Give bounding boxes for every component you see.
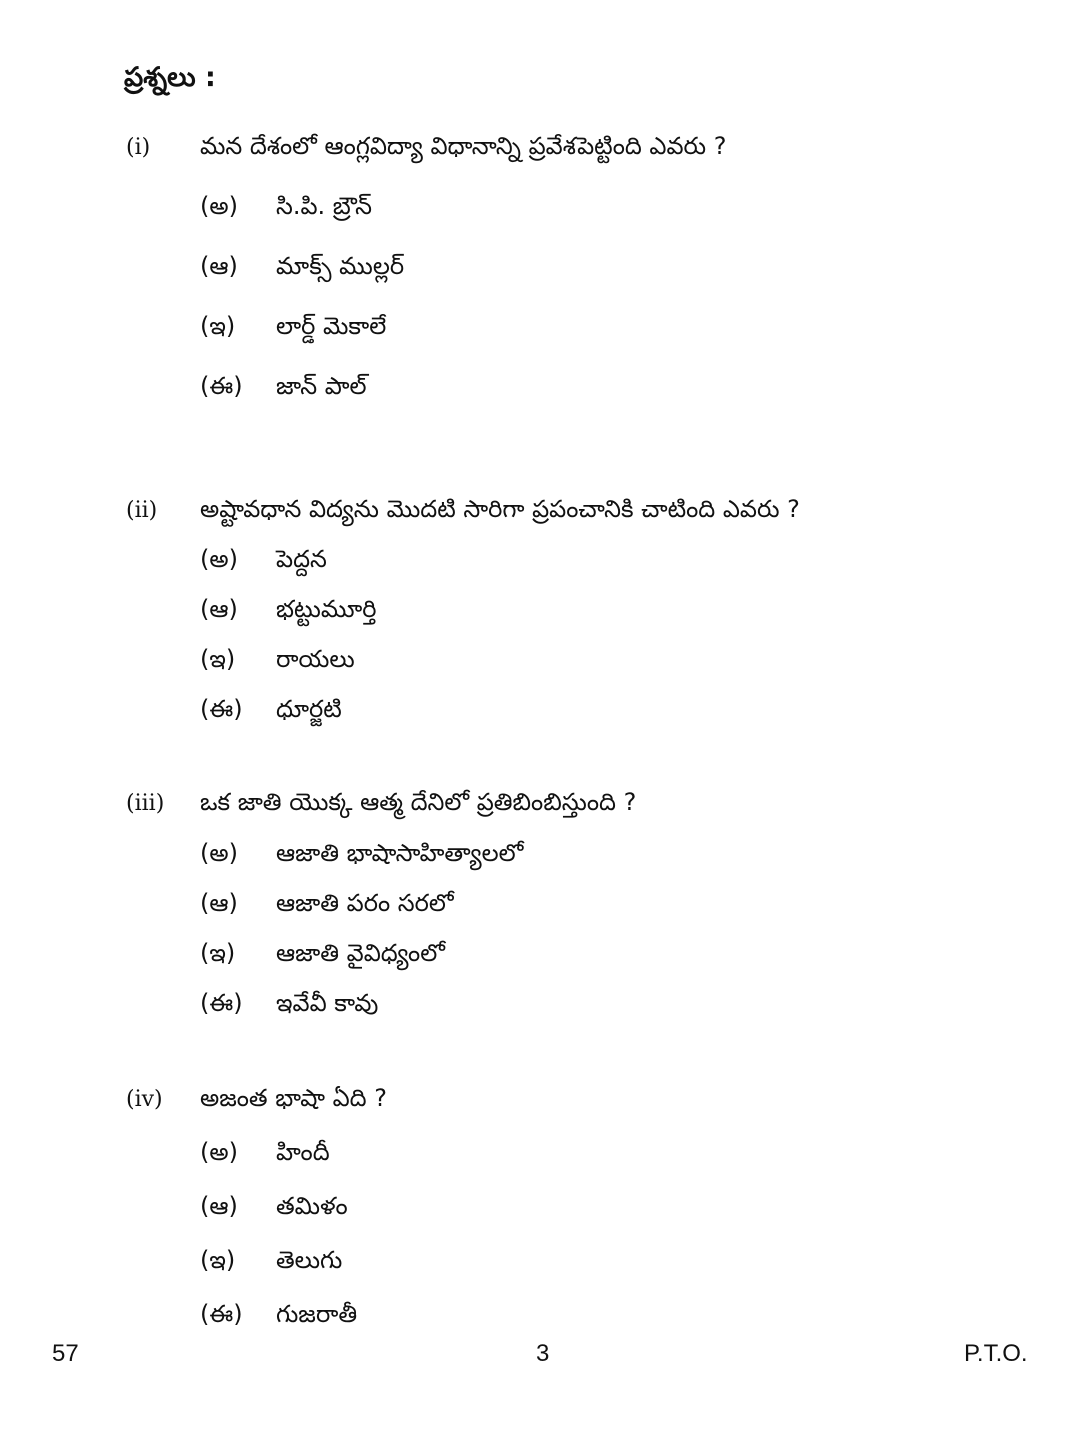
option-text: ఆజాతి వైవిధ్యంలో: [276, 939, 445, 967]
option-label: (ఈ): [200, 695, 243, 723]
question-number: (i): [126, 135, 151, 160]
option-text: తమిళం: [276, 1192, 348, 1220]
question-number: (ii): [126, 498, 158, 523]
question-text: అష్టావధాన విద్యను మొదటి సారిగా ప్రపంచానికి చాటింది ఎవరు ?: [200, 495, 800, 523]
option-label: (ఆ): [200, 252, 238, 280]
option-label: (ఇ): [200, 312, 236, 340]
paper-code: 57: [52, 1340, 79, 1367]
option-label: (ఇ): [200, 1246, 236, 1274]
option-text: ఆజాతి భాషాసాహిత్యాలలో: [276, 839, 524, 867]
page-heading: ప్రశ్నలు :: [124, 62, 216, 93]
option-text: ఇవేవీ కావు: [276, 989, 379, 1017]
option-label: (ఆ): [200, 889, 238, 917]
option-text: సి.పి. బ్రౌన్: [276, 192, 372, 220]
option-label: (ఈ): [200, 1300, 243, 1328]
option-label: (అ): [200, 1138, 238, 1166]
question-number: (iii): [126, 791, 165, 816]
question-text: అజంత భాషా ఏది ?: [200, 1084, 387, 1112]
option-text: ఆజాతి పరం సరలో: [276, 889, 454, 917]
option-text: మాక్స్ ముల్లర్: [276, 252, 405, 280]
question-text: మన దేశంలో ఆంగ్లవిద్యా విధానాన్ని ప్రవేశపెట్టింది ఎవరు ?: [200, 132, 727, 160]
question-text: ఒక జాతి యొక్క ఆత్మ దేనిలో ప్రతిబింబిస్తుంది ?: [200, 788, 637, 816]
option-label: (ఇ): [200, 645, 236, 673]
option-text: గుజరాతీ: [276, 1300, 358, 1328]
option-label: (ఈ): [200, 372, 243, 400]
option-text: భట్టుమూర్తి: [276, 595, 377, 623]
pto-label: P.T.O.: [964, 1340, 1028, 1367]
option-label: (ఆ): [200, 1192, 238, 1220]
option-text: జాన్ పాల్: [276, 372, 367, 400]
option-text: హిందీ: [276, 1138, 330, 1166]
question-number: (iv): [126, 1087, 163, 1112]
option-text: లార్డ్ మెకాలే: [276, 312, 387, 340]
option-label: (ఇ): [200, 939, 236, 967]
option-label: (అ): [200, 545, 238, 573]
option-label: (ఈ): [200, 989, 243, 1017]
option-text: పెద్దన: [276, 545, 327, 573]
option-label: (అ): [200, 192, 238, 220]
option-text: రాయలు: [276, 645, 355, 673]
option-text: ధూర్జటి: [276, 695, 342, 723]
page-number: 3: [536, 1340, 550, 1367]
option-text: తెలుగు: [276, 1246, 343, 1274]
option-label: (అ): [200, 839, 238, 867]
option-label: (ఆ): [200, 595, 238, 623]
